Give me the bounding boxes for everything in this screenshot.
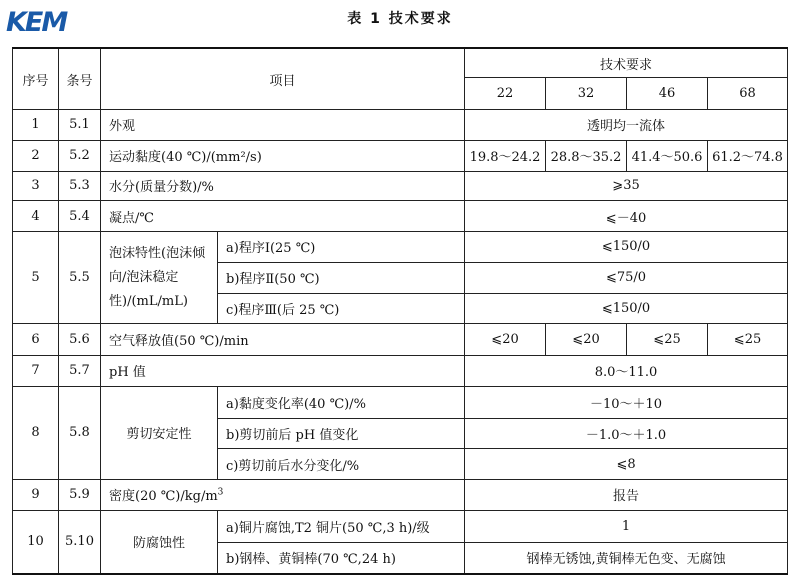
clause-cell: 5.9 [59, 480, 101, 511]
spec-cell: ⩽25 [627, 324, 708, 356]
seq-cell: 9 [13, 480, 59, 511]
sub-item-cell: b)剪切前后 pH 值变化 [218, 418, 465, 449]
table-row [13, 110, 788, 141]
spec-cell: ⩽8 [465, 449, 788, 480]
spec-cell: ⩽20 [465, 324, 546, 356]
seq-cell: 1 [13, 110, 59, 141]
seq-cell: 3 [13, 171, 59, 201]
sub-item-cell: c)剪切前后水分变化/% [218, 449, 465, 480]
clause-cell: 5.6 [59, 324, 101, 356]
superscript: 3 [217, 488, 224, 499]
header-item: 项目 [101, 48, 465, 110]
header-grade: 32 [546, 78, 627, 110]
header-grade: 46 [627, 78, 708, 110]
item-text: 密度(20 ℃)/kg/m [109, 489, 218, 505]
header-grade: 22 [465, 78, 546, 110]
header-seq: 序号 [13, 48, 59, 110]
spec-cell: 报告 [465, 480, 788, 511]
seq-cell: 8 [13, 386, 59, 479]
svg-text:KEM: KEM [6, 7, 67, 38]
spec-cell: ⩽－40 [465, 201, 788, 232]
spec-cell: 8.0～11.0 [465, 356, 788, 387]
clause-cell: 5.4 [59, 201, 101, 232]
clause-cell: 5.2 [59, 140, 101, 171]
spec-cell: ⩽75/0 [465, 262, 788, 293]
sub-item-cell: a)铜片腐蚀,T2 铜片(50 ℃,3 h)/级 [218, 510, 465, 542]
header-row-1 [13, 48, 788, 78]
spec-cell: －1.0～＋1.0 [465, 418, 788, 449]
item-cell: 外观 [101, 110, 465, 141]
item-cell: pH 值 [101, 356, 465, 387]
item-cell: 空气释放值(50 ℃)/min [101, 324, 465, 356]
item-cell: 运动黏度(40 ℃)/(mm²/s) [101, 140, 465, 171]
sub-item-cell: c)程序Ⅲ(后 25 ℃) [218, 293, 465, 324]
table-row [13, 356, 788, 387]
header-grade: 68 [708, 78, 788, 110]
table-row [13, 140, 788, 171]
spec-cell: ⩽150/0 [465, 232, 788, 263]
seq-cell: 7 [13, 356, 59, 387]
technical-requirements-table [12, 47, 788, 575]
spec-cell: －10～＋10 [465, 386, 788, 418]
table-title: 表 1 技术要求 [347, 11, 453, 27]
spec-cell: ⩽25 [708, 324, 788, 356]
table-row [13, 171, 788, 201]
sub-item-cell: b)钢棒、黄铜棒(70 ℃,24 h) [218, 542, 465, 574]
seq-cell: 4 [13, 201, 59, 232]
sub-item-cell: a)程序Ⅰ(25 ℃) [218, 232, 465, 263]
table-row [13, 386, 788, 418]
clause-cell: 5.1 [59, 110, 101, 141]
table-row [13, 480, 788, 511]
seq-cell: 2 [13, 140, 59, 171]
seq-cell: 6 [13, 324, 59, 356]
table-row [13, 201, 788, 232]
clause-cell: 5.5 [59, 232, 101, 324]
table-row [13, 510, 788, 542]
item-cell: 剪切安定性 [101, 386, 218, 479]
seq-cell: 5 [13, 232, 59, 324]
table-row [13, 232, 788, 263]
sub-item-cell: a)黏度变化率(40 ℃)/% [218, 386, 465, 418]
seq-cell: 10 [13, 510, 59, 574]
item-cell: 水分(质量分数)/% [101, 171, 465, 201]
spec-cell: 28.8～35.2 [546, 140, 627, 171]
table-row [13, 324, 788, 356]
spec-cell: 19.8～24.2 [465, 140, 546, 171]
spec-cell: 1 [465, 510, 788, 542]
item-cell: 凝点/℃ [101, 201, 465, 232]
spec-cell: ⩽20 [546, 324, 627, 356]
header-clause: 条号 [59, 48, 101, 110]
clause-cell: 5.10 [59, 510, 101, 574]
spec-cell: 41.4～50.6 [627, 140, 708, 171]
sub-item-cell: b)程序Ⅱ(50 ℃) [218, 262, 465, 293]
spec-cell: 61.2～74.8 [708, 140, 788, 171]
item-cell: 防腐蚀性 [101, 510, 218, 574]
clause-cell: 5.3 [59, 171, 101, 201]
spec-cell: ⩽150/0 [465, 293, 788, 324]
clause-cell: 5.8 [59, 386, 101, 479]
header-spec: 技术要求 [465, 48, 788, 78]
spec-cell: ⩾35 [465, 171, 788, 201]
clause-cell: 5.7 [59, 356, 101, 387]
spec-cell: 钢棒无锈蚀,黄铜棒无色变、无腐蚀 [465, 542, 788, 574]
item-cell: 泡沫特性(泡沫倾向/泡沫稳定性)/(mL/mL) [101, 232, 218, 324]
item-cell [101, 480, 465, 511]
spec-cell: 透明均一流体 [465, 110, 788, 141]
